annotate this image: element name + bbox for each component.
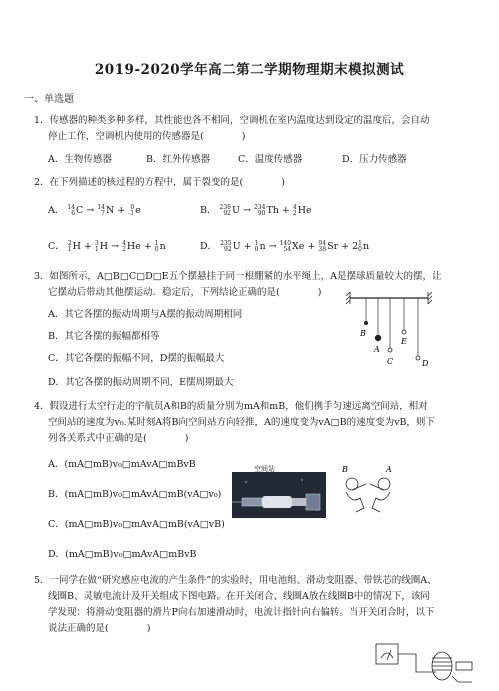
pendulum-e-bob — [402, 330, 406, 334]
pendulum-figure — [344, 292, 434, 374]
q3-option-d: D．其它各摆的振动周期不同，E摆周期最大 — [48, 377, 234, 388]
astronaut-a-body — [370, 484, 390, 512]
induction-circuit-figure — [372, 636, 480, 691]
astronaut-b-label: B — [342, 465, 348, 474]
pendulum-d-bob — [416, 356, 420, 360]
circuit-wire — [398, 654, 436, 672]
q3-option-c: C．其它各摆的振幅不同，D摆的振幅最大 — [48, 353, 225, 364]
right-wall-hatch — [428, 292, 432, 304]
q4-option-a: A．(mA□mB)v₀□mAvA□mBvB — [48, 459, 196, 470]
q3-option-b: B．其它各摆的振幅都相等 — [48, 331, 160, 342]
label-b: B — [360, 329, 366, 338]
astronaut-a-label: A — [386, 465, 392, 474]
label-e: E — [401, 337, 407, 346]
q1-option-b: B．红外传感器 — [146, 154, 210, 165]
q5-stem-line3: 学发现：将滑动变阻器的滑片P向右加速滑动时，电流计指针向右偏转。当开关闭合时，以下 — [48, 607, 435, 618]
q1-option-d: D．压力传感器 — [342, 154, 407, 165]
q3-option-a: A．其它各摆的振动周期与A摆的振动周期相同 — [48, 309, 243, 320]
q2-option-c — [48, 238, 166, 255]
galvanometer-dial — [381, 653, 393, 658]
left-wall-hatch — [346, 292, 350, 304]
pendulum-b-bob — [364, 321, 368, 325]
pendulum-c-bob — [388, 348, 392, 352]
q4-stem-line3: 列各关系式中正确的是( ) — [48, 433, 189, 444]
galvanometer — [376, 644, 398, 664]
q2-option-a-label: A． — [48, 205, 65, 216]
q5-stem-line4: 说法正确的是( ) — [48, 623, 151, 634]
space-station-illustration — [232, 472, 326, 518]
q5-stem-line2: 线圈B、灵敏电流计及开关组成下图电路。在开关闭合、线圈A放在线圈B中的情况下，该同 — [48, 591, 430, 602]
q2-option-d-label: D． — [200, 241, 218, 252]
label-c: C — [387, 357, 394, 366]
slide-rheostat — [456, 662, 472, 670]
q2-equation-b: 238 92 U → 234 90 Th + 4 2 He — [219, 203, 312, 217]
q2-option-c-label: C． — [48, 241, 65, 252]
section-heading: 一、单选题 — [24, 94, 74, 105]
q1-option-a: A．生物传感器 — [48, 154, 112, 165]
space-station-label: 空间站 — [254, 465, 275, 473]
q5-stem-line1: 5．一同学在做“研究感应电流的产生条件”的实验时，用电池组、滑动变阻器、带铁芯的线圈A、 — [34, 575, 437, 586]
page-title: 2019-2020学年高二第二学期物理期末模拟测试 — [94, 62, 405, 78]
q2-option-d — [200, 238, 369, 255]
label-d: D — [422, 359, 429, 368]
q4-option-d: D．(mA□mB)v₀□mAvA□mBvB — [48, 549, 197, 560]
q4-option-b: B．(mA□mB)v₀□mAvA□mB(vA□v₀) — [48, 489, 222, 500]
coil-windings — [432, 658, 452, 670]
q2-equation-d: 235 92 U + 1 0 n → 140 54 Xe + 94 38 Sr + 2 1 0 n — [220, 239, 370, 253]
q2-option-a — [48, 202, 141, 219]
switch-wire — [452, 676, 472, 682]
q1-option-c: C．温度传感器 — [238, 154, 303, 165]
label-a: A — [374, 345, 380, 354]
pendulum-a-bob — [375, 335, 381, 341]
q1-stem-line2: 停止工作，空调机内使用的传感器是( ) — [48, 131, 246, 142]
q2-equation-a: 14 6 C → 14 7 N + 0 -1 e — [67, 203, 141, 217]
astronaut-b-body — [346, 484, 366, 512]
q3-stem-line2: 它摆动后带动其他摆运动．稳定后，下列结论正确的是( ) — [48, 287, 322, 298]
q1-stem-line1: 1．传感器的种类多种多样，其性能也各不相同，空调机在室内温度达到设定的温度后，会自动 — [34, 115, 430, 126]
astronauts-figure — [334, 462, 404, 518]
q3-stem-line1: 3．如图所示，A□B□C□D□E五个摆悬挂于同一根绷紧的水平绳上，A是摆球质量较大的摆，让 — [34, 271, 442, 282]
q2-option-b — [200, 202, 312, 219]
q4-stem-line2: 空间站的速度为v₀.某时刻A将B向空间站方向轻推，A的速度变为vA□B的速度变为vB，则下 — [48, 417, 435, 428]
q4-stem-line1: 4．假设进行太空行走的宇航员A和B的质量分别为mA和mB，他们携手匀速远离空间站，相对 — [34, 401, 428, 412]
q2-option-b-label: B． — [200, 205, 217, 216]
q2-stem: 2．在下列描述的核过程的方程中，属于裂变的是( ) — [34, 177, 285, 188]
space-station-photo — [232, 472, 326, 518]
q2-equation-c: 2 1 H + 3 1 H → 4 2 He + 1 0 n — [67, 239, 166, 253]
q4-option-c: C．(mA□mB)v₀□mAvA□mB(vA□vB) — [48, 519, 225, 530]
